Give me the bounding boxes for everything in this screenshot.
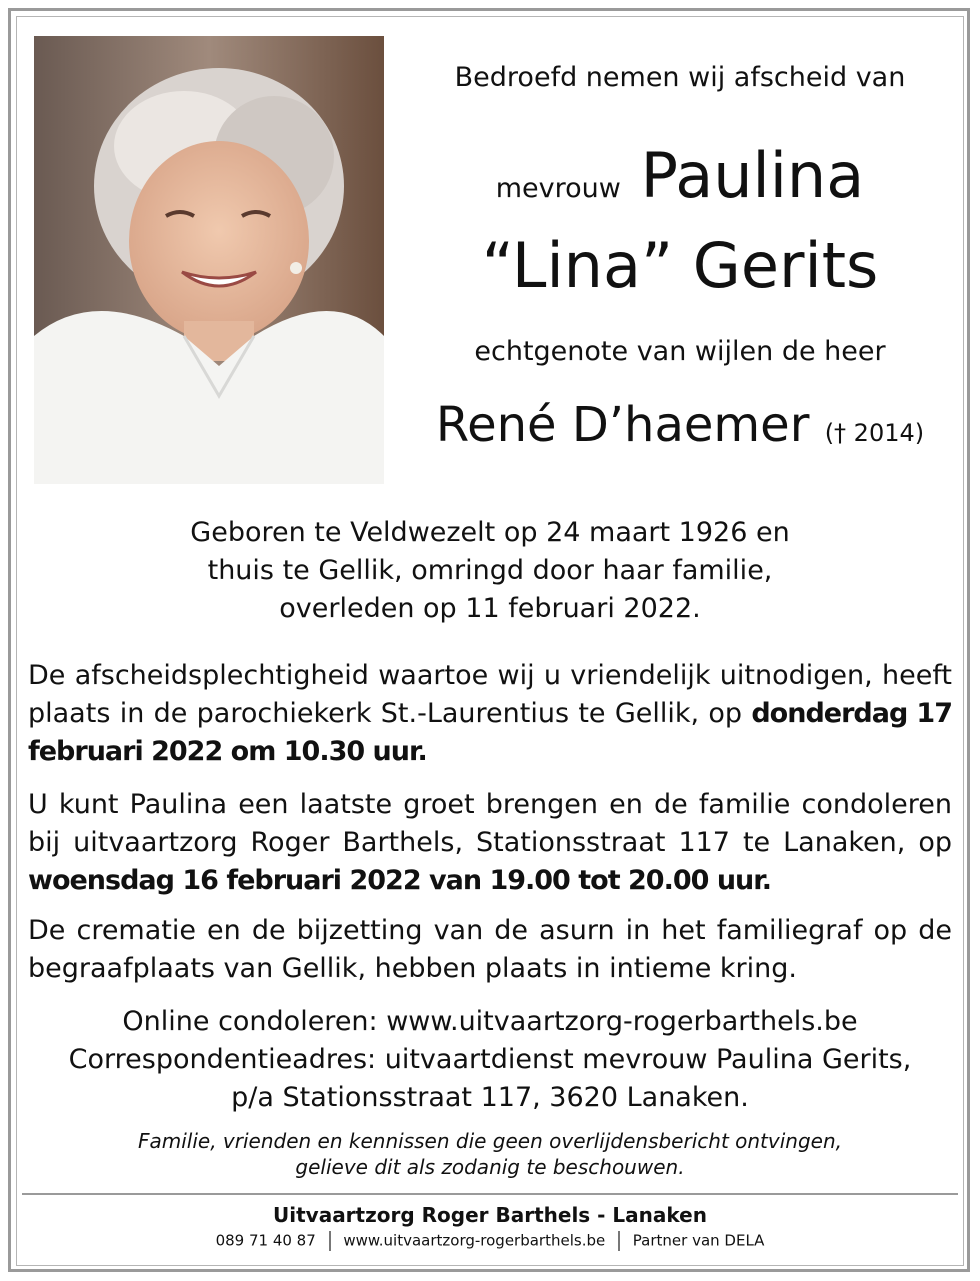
online-condolences: Online condoleren: www.uitvaartzorg-rogerbarthels.be <box>122 1006 858 1037</box>
funeral-paragraph <box>28 657 952 771</box>
title-prefix: mevrouw <box>495 173 621 204</box>
portrait-photo <box>34 36 384 484</box>
note-line-1: Familie, vrienden en kennissen die geen overlijdensbericht ontvingen, <box>138 1129 842 1153</box>
address-line-2: p/a Stationsstraat 117, 3620 Lanaken. <box>231 1082 749 1113</box>
intro-line: Bedroefd nemen wij afscheid van <box>454 62 906 93</box>
funeral-text: De afscheidsplechtigheid waartoe wij u vriendelijk uitnodigen, heeft plaats in de parochiekerk St.-Laurentius te Gellik, op <box>28 660 952 729</box>
birth-death-info <box>0 514 980 628</box>
spouse-death-year: († 2014) <box>824 419 925 447</box>
birth-line-3: overleden op 11 februari 2022. <box>279 593 701 624</box>
spouse-name: René D’haemer <box>435 397 810 453</box>
funeral-date: donderdag 17 februari 2022 om 10.30 uur. <box>28 698 952 767</box>
spouse-intro: echtgenote van wijlen de heer <box>474 336 886 367</box>
partner: Partner van DELA <box>632 1231 765 1250</box>
contact-block <box>0 1003 980 1117</box>
birth-line-1: Geboren te Veldwezelt op 24 maart 1926 en <box>190 517 790 548</box>
note-line-2: gelieve dit als zodanig te beschouwen. <box>295 1155 685 1179</box>
phone-number: 089 71 40 87 <box>215 1231 316 1250</box>
spouse-line <box>400 394 960 464</box>
visitation-date: woensdag 16 februari 2022 van 19.00 tot 20.00 uur. <box>28 865 771 896</box>
footer-contact <box>0 1231 980 1251</box>
footer-divider <box>22 1193 958 1195</box>
website: www.uitvaartzorg-rogerbarthels.be <box>343 1231 606 1250</box>
first-name: Paulina <box>640 139 865 212</box>
address-line-1: Correspondentieadres: uitvaartdienst mevrouw Paulina Gerits, <box>68 1044 912 1075</box>
visitation-text: U kunt Paulina een laatste groet brengen en de familie condoleren bij uitvaartzorg Roger Barthels, Stationsstraat 117 te Lanaken, op <box>28 789 952 858</box>
separator <box>618 1231 620 1251</box>
deceased-surname: “Lina” Gerits <box>481 229 879 302</box>
deceased-first-name <box>400 140 960 225</box>
cremation-paragraph: De crematie en de bijzetting van de asurn in het familiegraf op de begraafplaats van Gellik, hebben plaats in intieme kring. <box>28 915 952 984</box>
visitation-paragraph <box>28 786 952 900</box>
birth-line-2: thuis te Gellik, omringd door haar familie, <box>207 555 773 586</box>
funeral-home-name: Uitvaartzorg Roger Barthels - Lanaken <box>273 1203 707 1227</box>
separator <box>329 1231 331 1251</box>
notice-note <box>0 1128 980 1180</box>
